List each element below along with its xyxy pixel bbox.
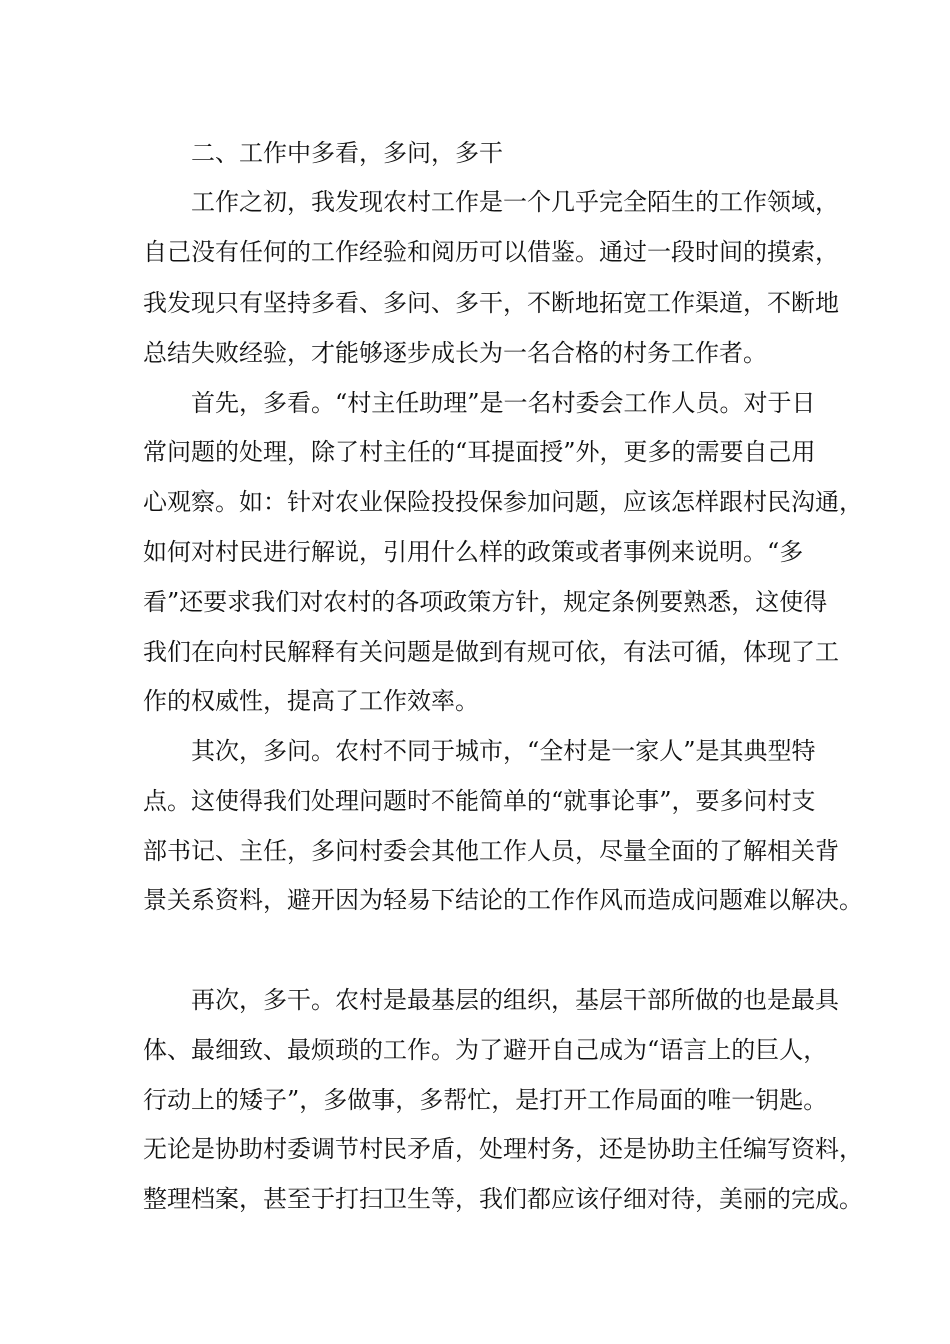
section-heading: 二、工作中多看，多问，多干 [191,139,503,167]
paragraph-line: 工作之初，我发现农村工作是一个几乎完全陌生的工作领域， [191,188,839,216]
paragraph-line: 我们在向村民解释有关问题是做到有规可依，有法可循，体现了工 [143,638,839,666]
paragraph-line: 体、最细致、最烦琐的工作。为了避开自己成为“语言上的巨人， [143,1036,828,1064]
paragraph-line: 再次，多干。农村是最基层的组织，基层干部所做的也是最具 [191,986,839,1014]
paragraph-line: 作的权威性，提高了工作效率。 [143,687,479,715]
paragraph-line: 景关系资料，避开因为轻易下结论的工作作风而造成问题难以解决。 [143,886,863,914]
paragraph-line: 如何对村民进行解说，引用什么样的政策或者事例来说明。“多 [143,538,804,566]
paragraph-line: 心观察。如：针对农业保险投投保参加问题，应该怎样跟村民沟通， [143,488,863,516]
paragraph-line: 总结失败经验，才能够逐步成长为一名合格的村务工作者。 [143,339,767,367]
paragraph-line: 自己没有任何的工作经验和阅历可以借鉴。通过一段时间的摸索， [143,238,839,266]
paragraph-line: 部书记、主任，多问村委会其他工作人员，尽量全面的了解相关背 [143,837,839,865]
paragraph-line: 点。这使得我们处理问题时不能简单的“就事论事”，要多问村支 [143,787,816,815]
paragraph-line: 我发现只有坚持多看、多问、多干，不断地拓宽工作渠道，不断地 [143,289,839,317]
paragraph-line: 行动上的矮子”，多做事，多帮忙，是打开工作局面的唯一钥匙。 [143,1086,828,1114]
paragraph-line: 常问题的处理，除了村主任的“耳提面授”外，更多的需要自己用 [143,438,816,466]
paragraph-line: 其次，多问。农村不同于城市，“全村是一家人”是其典型特 [191,737,816,765]
paragraph-line: 无论是协助村委调节村民矛盾，处理村务，还是协助主任编写资料， [143,1135,863,1163]
paragraph-line: 首先，多看。“村主任助理”是一名村委会工作人员。对于日 [191,389,816,417]
paragraph-line: 整理档案，甚至于打扫卫生等，我们都应该仔细对待，美丽的完成。 [143,1185,863,1213]
paragraph-line: 看”还要求我们对农村的各项政策方针，规定条例要熟悉，这使得 [143,588,828,616]
